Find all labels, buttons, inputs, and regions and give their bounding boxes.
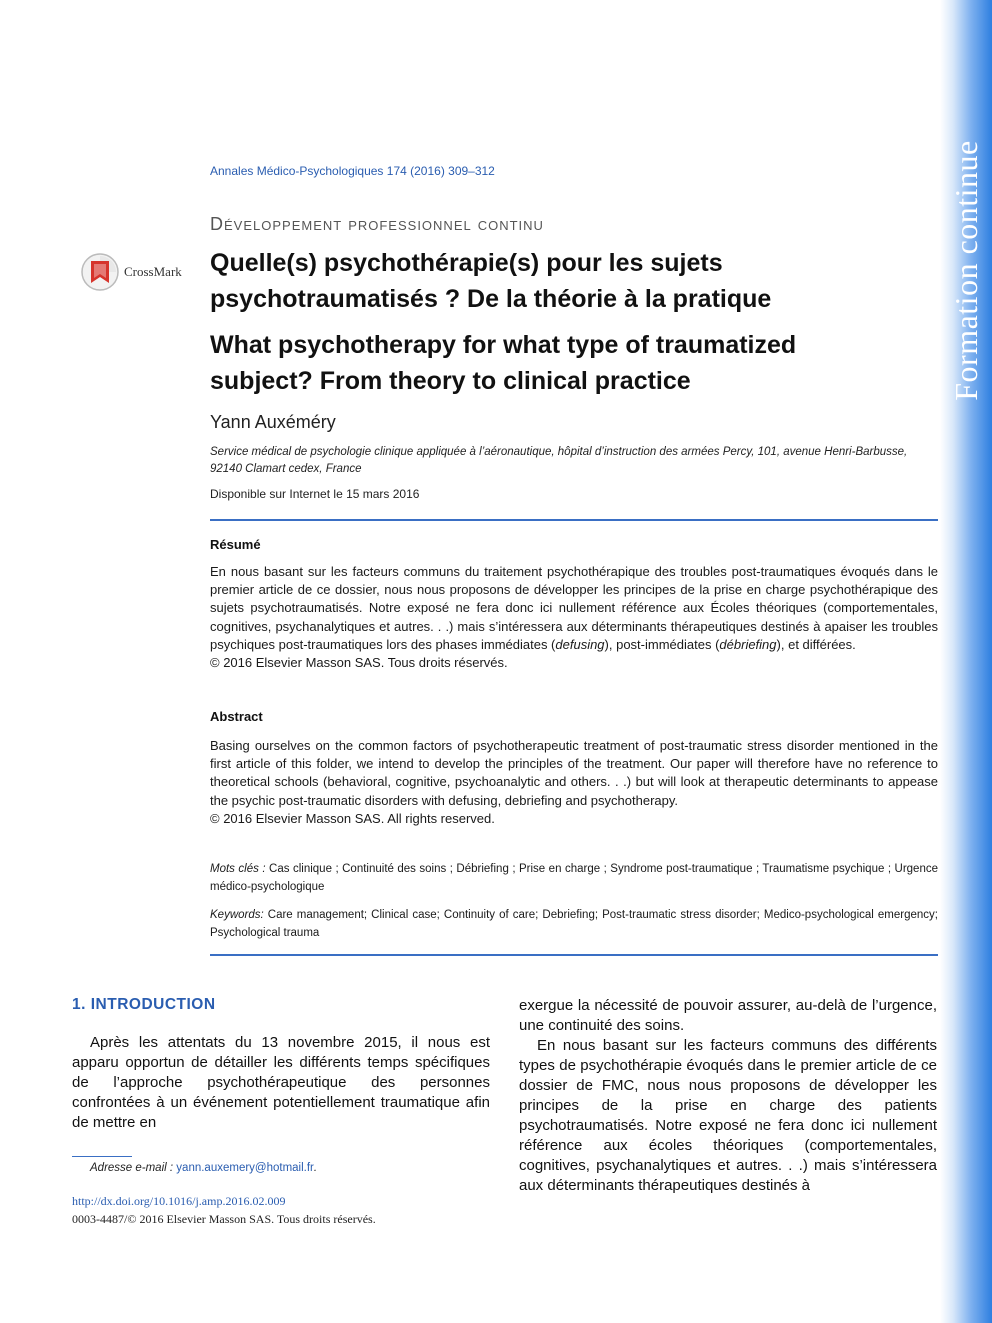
intro-paragraph-2: En nous basant sur les facteurs communs des différents types de psychothérapie évoqués dans le premier article de ce dossier de FMC, nous nous proposons de développer les principes de la prise en charge des patients psychotraumatisés. Notre exposé ne fera donc ici nullement référence aux écoles théoriques (comportementales, cognitives, psychanalytiques et autres. . .) mais s’intéressera aux déterminants thérapeutiques destinés à — [519, 1037, 937, 1194]
abstract-copyright: © 2016 Elsevier Masson SAS. All rights reserved. — [210, 810, 495, 826]
section-kicker: Développement professionnel continu — [210, 214, 544, 234]
side-band-label: Formation continue — [947, 139, 984, 401]
abstract-heading: Abstract — [210, 709, 263, 724]
abstract-body: Basing ourselves on the common factors of psychotherapeutic treatment of post-traumatic stress disorder mentioned in the first article of this folder, we intend to develop the principles of the treatment. Our paper will therefore have no reference to theoretical schools (behavioral, cognitive, psychoanalytic and others. . .) but will look at therapeutic determinants to appease the psychic post-traumatic disorders with defusing, debriefing and psychotherapy. © 2016 Elsevier Masson SAS. All rights reserved. — [210, 737, 938, 828]
keywords — [210, 907, 938, 942]
author-name: Yann Auxéméry — [210, 412, 336, 432]
issn-copyright: 0003-4487/© 2016 Elsevier Masson SAS. Tous droits réservés. — [72, 1212, 376, 1226]
author-affiliation — [210, 444, 910, 478]
mots-cles-label: Mots clés : — [210, 863, 266, 875]
affiliation-line-1: Service médical de psychologie clinique appliquée à l’aéronautique, hôpital d’instruction des armées Percy, 101, avenue Henri-Barbusse, — [210, 446, 908, 458]
intro-paragraph-1-continued: exergue la nécessité de pouvoir assurer, au-delà de l’urgence, une continuité des soins. — [519, 997, 937, 1034]
footnote-rule — [72, 1156, 132, 1157]
footnote-label: Adresse e-mail : — [90, 1162, 174, 1174]
intro-right-column — [519, 996, 937, 1196]
mots-cles-list: Cas clinique ; Continuité des soins ; Débriefing ; Prise en charge ; Syndrome post-traumatique ; Traumatisme psychique ; Urgence médico-psychologique — [210, 863, 938, 893]
crossmark-icon — [80, 252, 120, 292]
term-defusing: defusing — [555, 636, 605, 652]
introduction-heading: 1. INTRODUCTION — [72, 996, 216, 1013]
resume-heading: Résumé — [210, 537, 261, 552]
doi-link[interactable]: http://dx.doi.org/10.1016/j.amp.2016.02.009 — [72, 1194, 286, 1208]
mots-cles — [210, 861, 938, 896]
availability-date: Disponible sur Internet le 15 mars 2016 — [210, 487, 420, 501]
keywords-label: Keywords: — [210, 909, 264, 921]
term-debriefing: débriefing — [719, 636, 777, 652]
intro-paragraph-1: Après les attentats du 13 novembre 2015, il nous est apparu opportun de détailler les différents temps spécifiques de l’approche psychothérapeutique des personnes confrontées à un événement potentiellement traumatique afin de mettre en — [72, 1034, 490, 1131]
crossmark-label: CrossMark — [124, 264, 182, 279]
divider-bottom — [210, 954, 938, 956]
resume-copyright: © 2016 Elsevier Masson SAS. Tous droits réservés. — [210, 655, 508, 671]
crossmark-badge[interactable] — [80, 252, 200, 292]
divider-top — [210, 519, 938, 521]
footnote: Adresse e-mail : yann.auxemery@hotmail.fr. — [90, 1162, 318, 1174]
keywords-list: Care management; Clinical case; Continuity of care; Debriefing; Post-traumatic stress disorder; Medico-psychological emergency; Psychological trauma — [210, 909, 938, 939]
journal-reference-link[interactable]: Annales Médico-Psychologiques 174 (2016) 309–312 — [210, 164, 495, 178]
article-title-english: What psychotherapy for what type of traumatized subject? From theory to clinical practice — [210, 331, 797, 395]
intro-left-column — [72, 1033, 490, 1133]
article-title-french: Quelle(s) psychothérapie(s) pour les sujets psychotraumatisés ? De la théorie à la pratique — [210, 249, 772, 313]
author-email-link[interactable]: yann.auxemery@hotmail.fr — [176, 1162, 314, 1174]
resume-body: En nous basant sur les facteurs communs du traitement psychothérapique des troubles post-traumatiques évoqués dans le premier article de ce dossier, nous nous proposons de développer les principes de la prise en charge psychothérapique des sujets psychotraumatisés. Notre exposé ne fera donc ici nullement référence aux Écoles théoriques (comportementales, cognitives, psychanalytiques et autres. . .) mais s’intéressera aux déterminants thérapeutiques destinés à apaiser les troubles psychiques post-traumatiques lors des phases immédiates (defusing), post-immédiates (débriefing), et différées. © 2016 Elsevier Masson SAS. Tous droits réservés. — [210, 563, 938, 672]
affiliation-line-2: 92140 Clamart cedex, France — [210, 463, 362, 475]
